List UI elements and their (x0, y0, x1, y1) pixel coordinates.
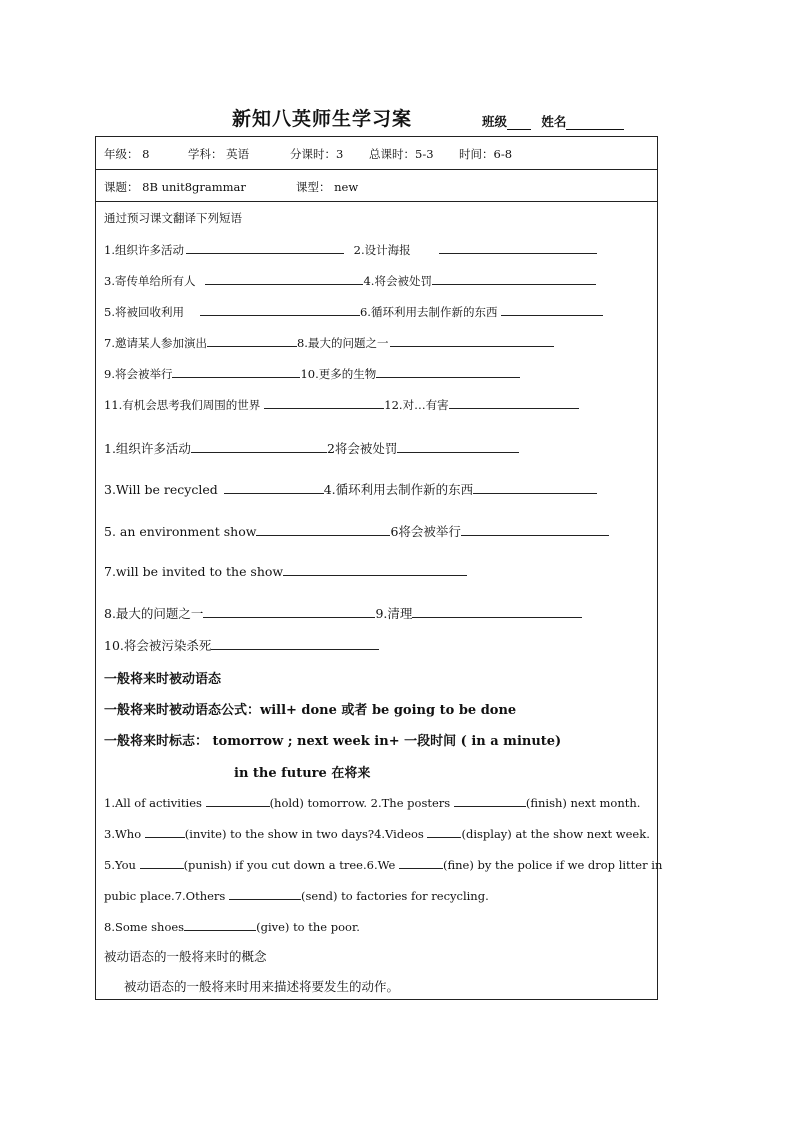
list-item: 5. an environment show 6将会被举行 (104, 522, 609, 540)
answer-blank[interactable] (200, 303, 360, 316)
exercise-line: 5.You (punish) if you cut down a tree.6.We (fine) by the police if we drop litter in (104, 858, 663, 872)
class-blank[interactable] (507, 117, 531, 130)
answer-blank[interactable] (397, 440, 519, 453)
name-label: 姓名 (541, 114, 567, 129)
period: 分课时：3 (290, 147, 344, 161)
answer-blank[interactable] (432, 272, 596, 285)
list-item: 7.will be invited to the show (104, 563, 467, 579)
answer-blank[interactable] (145, 825, 185, 838)
answer-blank[interactable] (140, 856, 184, 869)
answer-blank[interactable] (207, 334, 297, 347)
list-item: 1.组织许多活动 2.设计海报 (104, 241, 597, 258)
answer-blank[interactable] (412, 605, 582, 618)
exercise-line: 8.Some shoes (give) to the poor. (104, 920, 360, 934)
answer-blank[interactable] (186, 241, 344, 254)
page-title: 新知八英师生学习案 (232, 108, 413, 130)
list-item: 3.寄传单给所有人 4.将会被处罚 (104, 272, 596, 289)
answer-blank[interactable] (224, 481, 324, 494)
answer-blank[interactable] (454, 794, 526, 807)
exercise-line: pubic place.7.Others (send) to factories for recycling. (104, 889, 489, 903)
name-blank[interactable] (566, 117, 624, 130)
answer-blank[interactable] (203, 605, 375, 618)
answer-blank[interactable] (390, 334, 554, 347)
class-name-field (482, 112, 624, 130)
list-item: 3.Will be recycled 4.循环利用去制作新的东西 (104, 480, 597, 498)
answer-blank[interactable] (399, 856, 443, 869)
concept-text: 被动语态的一般将来时用来描述将要发生的动作。 (124, 979, 400, 994)
topic-row (96, 170, 657, 202)
answer-blank[interactable] (191, 440, 327, 453)
grade: 年级： 8 (104, 147, 150, 161)
lesson-type: 课型： new (296, 180, 359, 194)
answer-blank[interactable] (205, 272, 363, 285)
lesson-body (96, 202, 663, 1001)
topic: 课题： 8B unit8grammar (104, 180, 246, 194)
subject: 学科： 英语 (188, 147, 250, 161)
answer-blank[interactable] (501, 303, 603, 316)
list-item: 1.组织许多活动 2将会被处罚 (104, 439, 519, 457)
list-item: 10.将会被污染杀死 (104, 636, 379, 654)
answer-blank[interactable] (206, 794, 270, 807)
answer-blank[interactable] (376, 365, 520, 378)
class-label: 班级 (482, 114, 508, 129)
list-item: 5.将被回收利用 6.循环利用去制作新的东西 (104, 303, 603, 320)
list-item: 8.最大的问题之一 9.清理 (104, 604, 582, 622)
grammar-markers: 一般将来时标志： tomorrow ; next week in+ 一段时间 ( in a minute) (104, 734, 562, 749)
answer-blank[interactable] (211, 637, 379, 650)
answer-blank[interactable] (184, 918, 256, 931)
answer-blank[interactable] (256, 523, 390, 536)
list-item: 9.将会被举行 10.更多的生物 (104, 365, 520, 382)
answer-blank[interactable] (172, 365, 300, 378)
exercise-line: 1.All of activities (hold) tomorrow. 2.The posters (finish) next month. (104, 796, 641, 810)
grammar-markers-2: in the future 在将来 (234, 766, 371, 781)
answer-blank[interactable] (449, 396, 579, 409)
info-row (96, 137, 657, 170)
total-periods: 总课时：5-3 (369, 147, 434, 161)
grammar-heading: 一般将来时被动语态 (104, 672, 222, 687)
grammar-formula: 一般将来时被动语态公式：will+ done 或者 be going to be done (104, 703, 517, 718)
time: 时间：6-8 (459, 147, 513, 161)
answer-blank[interactable] (461, 523, 609, 536)
list-item: 11.有机会思考我们周围的世界 12.对…有害 (104, 396, 579, 413)
answer-blank[interactable] (283, 563, 467, 576)
title-row (0, 100, 794, 136)
exercise-line: 3.Who (invite) to the show in two days?4.Videos (display) at the show next week. (104, 827, 650, 841)
concept-heading: 被动语态的一般将来时的概念 (104, 949, 267, 964)
lesson-table (95, 136, 663, 1000)
list-item: 7.邀请某人参加演出 8.最大的问题之一 (104, 334, 554, 351)
answer-blank[interactable] (264, 396, 384, 409)
section1-intro: 通过预习课文翻译下列短语 (104, 211, 242, 225)
answer-blank[interactable] (439, 241, 597, 254)
answer-blank[interactable] (427, 825, 461, 838)
answer-blank[interactable] (229, 887, 301, 900)
answer-blank[interactable] (473, 481, 597, 494)
